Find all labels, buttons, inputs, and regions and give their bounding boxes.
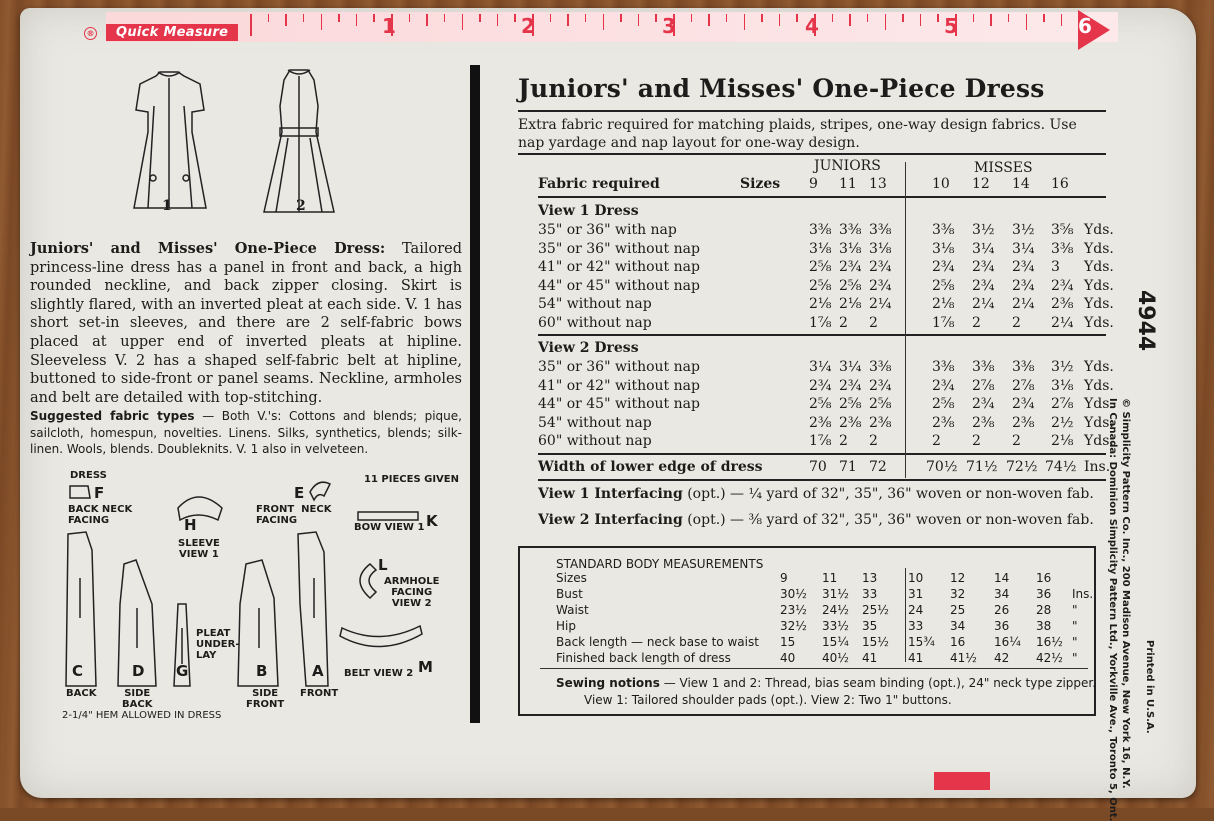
- piece-d-letter: D: [132, 662, 145, 680]
- piece-b-letter: B: [256, 662, 268, 680]
- body-measure-value: 15: [780, 635, 796, 649]
- body-measure-value: 41: [908, 651, 924, 665]
- yardage-value: 2¾: [972, 277, 995, 294]
- yardage-value: 2: [869, 433, 878, 449]
- ruler-tick: [1026, 14, 1028, 30]
- body-measure-value: 25½: [862, 603, 889, 617]
- yardage-value: 2¼: [1051, 314, 1074, 331]
- size-header: 12: [972, 176, 990, 192]
- piece-d-label: SIDE BACK: [122, 688, 153, 710]
- ruler-tick: [479, 14, 481, 22]
- piece-e-letter: E: [294, 484, 305, 502]
- yardage-value: 2⅝: [809, 259, 832, 275]
- size-header: 9: [809, 176, 818, 192]
- sizes-rule: [538, 196, 1106, 198]
- yardage-unit: Yds.: [1084, 433, 1114, 449]
- yardage-value: 2¾: [972, 396, 995, 412]
- yardage-value: 2¾: [809, 377, 832, 394]
- ruler-tick: [796, 14, 798, 22]
- yardage-row-label: 35" or 36" without nap: [538, 240, 700, 257]
- ruler-tick: [885, 14, 887, 30]
- body-measure-value: 10: [908, 571, 924, 585]
- yardage-value: 1⅞: [809, 314, 832, 331]
- ruler-tick: [973, 14, 975, 22]
- fabric-types-title: Suggested fabric types: [30, 409, 195, 423]
- body-measure-value: 24½: [822, 603, 849, 617]
- ruler-tick: [497, 14, 499, 26]
- body-measure-value: 41: [862, 651, 878, 665]
- hem-allowance-note: 2-1/4" HEM ALLOWED IN DRESS: [62, 710, 222, 721]
- piece-l-label: ARMHOLE FACING VIEW 2: [384, 576, 440, 609]
- nap-note: Extra fabric required for matching plaids, stripes, one-way design fabrics. Use nap yardage and nap layout for one-way design.: [518, 117, 1077, 151]
- ruler-number: 3: [662, 14, 676, 38]
- yardage-value: 2⅝: [932, 277, 955, 294]
- yardage-row-label: 44" or 45" without nap: [538, 396, 700, 412]
- body-measure-value: 15¼: [822, 635, 849, 649]
- body-measure-value: 42½: [1036, 651, 1063, 665]
- body-measure-value: 16: [1036, 571, 1052, 585]
- piece-e-shape: [310, 482, 330, 500]
- size-header: 16: [1051, 176, 1069, 192]
- ruler-tick: [426, 14, 428, 26]
- ruler-tick: [585, 14, 587, 22]
- body-measure-value: 34: [950, 619, 966, 633]
- body-measure-value: 14: [994, 571, 1010, 585]
- body-measure-value: 16¼: [994, 635, 1021, 649]
- yardage-value: 2⅛: [932, 296, 955, 312]
- body-measure-value: 33: [862, 587, 878, 601]
- ruler-tick: [550, 14, 552, 22]
- yardage-unit: Yds.: [1084, 277, 1114, 294]
- piece-k-letter: K: [426, 512, 438, 530]
- dress-label: DRESS: [70, 470, 107, 481]
- body-measure-label: Back length — neck base to waist: [556, 635, 759, 649]
- yardage-value: 2⅜: [839, 414, 862, 431]
- ruler-number: 4: [805, 14, 819, 38]
- yardage-row-label: 54" without nap: [538, 296, 652, 312]
- yardage-row-label: 60" without nap: [538, 314, 652, 331]
- yardage-value: 3¼: [839, 359, 862, 375]
- yardage-value: 2¾: [1012, 259, 1035, 275]
- size-header: 14: [1012, 176, 1030, 192]
- yardage-value: 2¾: [839, 377, 862, 394]
- yardage-value: 2⅞: [1051, 396, 1074, 412]
- yardage-row-label: 54" without nap: [538, 414, 652, 431]
- ruler-tick: [902, 14, 904, 22]
- body-measure-value: 38: [1036, 619, 1052, 633]
- piece-k-shape: [358, 512, 418, 520]
- yardage-row-label: 35" or 36" without nap: [538, 359, 700, 375]
- ruler-tick: [338, 14, 340, 22]
- quick-measure-ruler: [106, 12, 1118, 42]
- ruler-tick: [603, 14, 605, 30]
- juniors-label: JUNIORS: [814, 158, 881, 174]
- yardage-value: 3¼: [809, 359, 832, 375]
- yardage-value: 3⅜: [869, 222, 892, 238]
- piece-b-label: SIDE FRONT: [246, 688, 285, 710]
- yardage-value: 2¼: [1012, 296, 1035, 312]
- view-2-interfacing-label: View 2 Interfacing: [538, 512, 683, 528]
- yardage-unit: Yds.: [1084, 222, 1114, 238]
- view-1-interfacing-text: (opt.) — ¼ yard of 32", 35", 36" woven or non-woven fab.: [687, 486, 1094, 502]
- yardage-value: 2⅜: [869, 414, 892, 431]
- yardage-value: 2⅝: [839, 277, 862, 294]
- yardage-value: 2¾: [972, 259, 995, 275]
- body-measure-value: 31: [908, 587, 924, 601]
- ruler-tick: [250, 14, 252, 36]
- piece-k-label: BOW VIEW 1: [354, 522, 425, 533]
- piece-f-shape: [70, 486, 90, 498]
- ruler-tick: [567, 14, 569, 26]
- imprint-line-1: © Simplicity Pattern Co. Inc., 200 Madison Avenue, New York 16, N.Y.: [1120, 398, 1131, 789]
- yardage-value: 3⅜: [839, 222, 862, 238]
- yardage-value: 2⅝: [932, 396, 955, 412]
- width-value: 72½: [1006, 459, 1038, 475]
- yardage-unit: Yds.: [1084, 259, 1114, 275]
- yardage-value: 1⅞: [932, 314, 955, 331]
- ruler-number: 2: [521, 14, 535, 38]
- body-measure-value: 40½: [822, 651, 849, 665]
- size-header: 10: [932, 176, 950, 192]
- yardage-unit: Yds.: [1084, 359, 1114, 375]
- yardage-value: 2⅜: [1051, 296, 1074, 312]
- ruler-tick: [1008, 14, 1010, 22]
- yardage-value: 2¾: [869, 277, 892, 294]
- body-measure-value: 15½: [862, 635, 889, 649]
- piece-h-letter: H: [184, 516, 197, 534]
- yardage-value: 2¼: [972, 296, 995, 312]
- piece-a-letter: A: [312, 662, 324, 680]
- pieces-given: 11 PIECES GIVEN: [364, 474, 459, 485]
- ruler-tick: [726, 14, 728, 22]
- fabric-required-label: Fabric required: [538, 176, 660, 192]
- juniors-misses-divider: [905, 162, 906, 478]
- sizes-label: Sizes: [740, 176, 781, 192]
- body-measure-value: 30½: [780, 587, 807, 601]
- yardage-value: 2¾: [1012, 396, 1035, 412]
- view-number: 2: [296, 198, 306, 214]
- ruler-tick: [708, 14, 710, 26]
- piece-l-letter: L: [378, 556, 388, 574]
- yardage-value: 3⅛: [1051, 377, 1074, 394]
- yardage-value: 2¾: [932, 259, 955, 275]
- yardage-unit: Yds.: [1084, 314, 1114, 331]
- piece-f-label: BACK NECK FACING: [68, 504, 133, 526]
- yardage-value: 3⅝: [1051, 222, 1074, 238]
- registered-mark: ®: [84, 27, 97, 40]
- quick-measure-label: Quick Measure: [106, 24, 238, 41]
- body-measure-value: 36: [1036, 587, 1052, 601]
- body-measure-unit: ": [1072, 603, 1078, 617]
- note-rule: [518, 153, 1106, 155]
- body-measure-value: 32: [950, 587, 966, 601]
- view-number: 1: [162, 198, 172, 214]
- pattern-description: [30, 240, 462, 407]
- body-measure-value: 33: [908, 619, 924, 633]
- yardage-value: 2: [972, 314, 981, 331]
- yardage-value: 2⅝: [869, 396, 892, 412]
- ruler-tick: [849, 14, 851, 26]
- piece-h-label: SLEEVE VIEW 1: [178, 538, 220, 560]
- ruler-tick: [691, 14, 693, 22]
- yardage-value: 2½: [1051, 414, 1074, 431]
- ruler-tick: [514, 14, 516, 22]
- description-body: Tailored princess-line dress has a panel in front and back, a high rounded neckline, and back zipper closing. Skirt is slightly flared, with an inverted pleat at each side. V. 1 has short set-in sleeves, and there are 2 self-fabric bows placed at upper end of inverted pleats at hipline. Sleeveless V. 2 has a shaped self-fabric belt at hipline, buttoned to side-front or panel seams. Neckline, armholes and belt are detailed with top-stitching.: [30, 241, 463, 406]
- sewing-notions-line-1: — View 1 and 2: Thread, bias seam binding (opt.), 24" neck type zipper.: [663, 676, 1097, 690]
- view-2-rule: [538, 453, 1106, 455]
- ruler-tick: [779, 14, 781, 26]
- piece-g-label: PLEAT UNDER- LAY: [196, 628, 240, 661]
- ruler-tick: [409, 14, 411, 22]
- imprint-line-2: In Canada: Dominion Simplicity Pattern Ltd., Yorkville Ave., Toronto 5, Ont.: [1107, 398, 1118, 821]
- yardage-unit: Yds.: [1084, 240, 1114, 257]
- yardage-value: 3⅜: [932, 222, 955, 238]
- yardage-value: 3⅜: [932, 359, 955, 375]
- suggested-fabrics: [30, 408, 462, 458]
- ruler-number: 5: [944, 14, 958, 38]
- width-value: 72: [869, 459, 887, 475]
- body-measure-unit: ": [1072, 635, 1078, 649]
- body-measure-value: 34: [994, 587, 1010, 601]
- misses-label: MISSES: [974, 160, 1033, 176]
- body-measure-value: 35: [862, 619, 878, 633]
- fabric-types-body: — Both V.'s: Cottons and blends; pique, sailcloth, homespun, novelties. Linens. Silks, synthetics, blends; silk-linen. Wools, blends. Doubleknits. V. 1 also in velveteen.: [30, 409, 462, 456]
- yardage-value: 3⅜: [972, 359, 995, 375]
- yardage-value: 3⅜: [1051, 240, 1074, 257]
- width-value: 71½: [966, 459, 998, 475]
- body-measure-value: 40: [780, 651, 796, 665]
- ruler-tick: [620, 14, 622, 22]
- body-measure-value: 33½: [822, 619, 849, 633]
- width-value: 74½: [1045, 459, 1077, 475]
- body-measure-value: 13: [862, 571, 878, 585]
- yardage-value: 2⅛: [809, 296, 832, 312]
- yardage-value: 2⅜: [932, 414, 955, 431]
- body-measure-unit: Ins.: [1072, 587, 1094, 601]
- yardage-value: 2: [839, 314, 848, 331]
- yardage-value: 2⅜: [809, 414, 832, 431]
- view-1-interfacing: [538, 486, 1094, 502]
- yardage-value: 2⅛: [839, 296, 862, 312]
- ruler-tick: [268, 14, 270, 22]
- ruler-tick: [444, 14, 446, 22]
- piece-c-label: BACK: [66, 688, 97, 699]
- body-measure-value: 31½: [822, 587, 849, 601]
- yardage-value: 1⅞: [809, 433, 832, 449]
- description-title: Juniors' and Misses' One-Piece Dress:: [30, 240, 386, 257]
- yardage-value: 2¾: [869, 377, 892, 394]
- yardage-value: 2: [839, 433, 848, 449]
- ruler-tick: [832, 14, 834, 22]
- red-printed-mark: [934, 772, 990, 790]
- width-unit: Ins.: [1084, 459, 1111, 475]
- body-measure-value: 16½: [1036, 635, 1063, 649]
- body-measure-value: 36: [994, 619, 1010, 633]
- yardage-value: 2¼: [869, 296, 892, 312]
- piece-c-letter: C: [72, 662, 84, 680]
- view-1-interfacing-label: View 1 Interfacing: [538, 486, 683, 502]
- yardage-value: 2: [1012, 433, 1021, 449]
- yardage-row-label: 41" or 42" without nap: [538, 259, 700, 275]
- piece-l-shape: [360, 564, 376, 598]
- yardage-value: 3⅛: [839, 240, 862, 257]
- yardage-value: 3: [1051, 259, 1060, 275]
- yardage-value: 3½: [1051, 359, 1074, 375]
- yardage-value: 3¼: [972, 240, 995, 257]
- piece-g-letter: G: [176, 662, 189, 680]
- yardage-row-label: 41" or 42" without nap: [538, 377, 700, 394]
- width-lower-edge-label: Width of lower edge of dress: [538, 459, 763, 475]
- yardage-value: 2: [1012, 314, 1021, 331]
- yardage-value: 2⅝: [839, 396, 862, 412]
- yardage-value: 3½: [972, 222, 995, 238]
- yardage-unit: Yds.: [1084, 396, 1114, 412]
- ruler-tick: [761, 14, 763, 22]
- body-measure-value: 9: [780, 571, 788, 585]
- column-divider: [470, 65, 480, 723]
- yardage-value: 3⅛: [869, 240, 892, 257]
- size-header: 13: [869, 176, 887, 192]
- yardage-value: 3⅛: [809, 240, 832, 257]
- yardage-value: 2: [869, 314, 878, 331]
- ruler-tick: [638, 14, 640, 26]
- body-measure-value: 16: [950, 635, 966, 649]
- yardage-value: 3½: [1012, 222, 1035, 238]
- sewing-notions-label: Sewing notions: [556, 676, 660, 690]
- yardage-value: 2⅜: [1012, 414, 1035, 431]
- notions-rule: [540, 668, 1088, 669]
- body-measure-value: 42: [994, 651, 1010, 665]
- body-measure-unit: ": [1072, 619, 1078, 633]
- ruler-tick: [744, 14, 746, 30]
- yardage-row-label: 60" without nap: [538, 433, 652, 449]
- sewing-notions-line-2: View 1: Tailored shoulder pads (opt.). View 2: Two 1" buttons.: [584, 693, 952, 707]
- printed-in-usa: Printed in U.S.A.: [1144, 640, 1155, 734]
- yardage-value: 3⅜: [1012, 359, 1035, 375]
- piece-m-shape: [340, 626, 422, 647]
- width-value: 70: [809, 459, 827, 475]
- yardage-value: 3¼: [1012, 240, 1035, 257]
- title-rule: [518, 110, 1106, 112]
- view-2-header: View 2 Dress: [538, 340, 639, 356]
- ruler-tick: [462, 14, 464, 30]
- yardage-value: 2⅞: [1012, 377, 1035, 394]
- piece-m-label: BELT VIEW 2: [344, 668, 414, 679]
- yardage-value: 2¾: [839, 259, 862, 275]
- yardage-value: 3⅜: [809, 222, 832, 238]
- piece-f-letter: F: [94, 484, 105, 502]
- yardage-value: 2⅞: [972, 377, 995, 394]
- width-value: 70½: [926, 459, 958, 475]
- body-measure-value: 12: [950, 571, 966, 585]
- body-measure-value: 41½: [950, 651, 977, 665]
- sewing-notions: [556, 676, 1096, 690]
- width-value: 71: [839, 459, 857, 475]
- ruler-tick: [321, 14, 323, 30]
- dress-view-1-illustration: [134, 72, 206, 208]
- ruler-tick: [303, 14, 305, 22]
- view-2-interfacing-text: (opt.) — ⅜ yard of 32", 35", 36" woven or non-woven fab.: [687, 512, 1094, 528]
- dress-view-2-illustration: [264, 70, 334, 212]
- body-measure-unit: ": [1072, 651, 1078, 665]
- yardage-unit: Yds.: [1084, 414, 1114, 431]
- yardage-value: 2⅜: [972, 414, 995, 431]
- pattern-number: 4944: [1133, 290, 1158, 352]
- yardage-row-label: 44" or 45" without nap: [538, 277, 700, 294]
- body-measure-value: 11: [822, 571, 838, 585]
- yardage-value: 2⅝: [809, 396, 832, 412]
- body-measure-label: Sizes: [556, 571, 587, 585]
- body-measure-label: Waist: [556, 603, 589, 617]
- ruler-tick: [920, 14, 922, 26]
- publisher-imprint: [1106, 398, 1132, 821]
- body-measurements-title: STANDARD BODY MEASUREMENTS: [556, 557, 764, 571]
- ruler-tick: [285, 14, 287, 26]
- ruler-tick: [655, 14, 657, 22]
- ruler-tick: [990, 14, 992, 26]
- view-2-interfacing: [538, 512, 1094, 528]
- size-header: 11: [839, 176, 857, 192]
- dress-illustrations: [120, 66, 350, 216]
- yardage-value: 2¾: [1012, 277, 1035, 294]
- body-measurements-box: [518, 546, 1096, 716]
- body-divider: [905, 568, 906, 662]
- body-measure-label: Hip: [556, 619, 576, 633]
- ruler-tick: [867, 14, 869, 22]
- body-measure-value: 23½: [780, 603, 807, 617]
- yardage-value: 2¾: [1051, 277, 1074, 294]
- ruler-tick: [1061, 14, 1063, 26]
- view-1-rule: [538, 334, 1106, 336]
- piece-m-letter: M: [418, 658, 433, 676]
- yardage-unit: Yds.: [1084, 296, 1114, 312]
- yardage-value: 2¾: [869, 259, 892, 275]
- ruler-tick: [1043, 14, 1045, 22]
- ruler-tick: [937, 14, 939, 22]
- yardage-value: 2⅝: [809, 277, 832, 294]
- body-measure-value: 24: [908, 603, 924, 617]
- yardage-value: 2⅛: [1051, 433, 1074, 449]
- yardage-value: 2¾: [932, 377, 955, 394]
- yardage-value: 3⅛: [932, 240, 955, 257]
- body-measure-label: Finished back length of dress: [556, 651, 731, 665]
- body-measure-value: 15¾: [908, 635, 935, 649]
- body-measure-value: 32½: [780, 619, 807, 633]
- body-measure-value: 25: [950, 603, 966, 617]
- view-1-header: View 1 Dress: [538, 203, 639, 219]
- ruler-tick: [373, 14, 375, 22]
- body-measure-label: Bust: [556, 587, 583, 601]
- page-title: Juniors' and Misses' One-Piece Dress: [518, 74, 1045, 103]
- yardage-unit: Yds.: [1084, 377, 1114, 394]
- piece-e-label: FRONT NECK FACING: [256, 504, 332, 526]
- yardage-value: 2: [932, 433, 941, 449]
- body-measure-value: 28: [1036, 603, 1052, 617]
- yardage-value: 2: [972, 433, 981, 449]
- yardage-value: 3⅜: [869, 359, 892, 375]
- body-measure-value: 26: [994, 603, 1010, 617]
- ruler-number: 6: [1078, 14, 1092, 38]
- piece-a-label: FRONT: [300, 688, 339, 699]
- yardage-row-label: 35" or 36" with nap: [538, 222, 677, 238]
- width-rule: [538, 479, 1106, 481]
- ruler-tick: [356, 14, 358, 26]
- ruler-number: 1: [382, 14, 396, 38]
